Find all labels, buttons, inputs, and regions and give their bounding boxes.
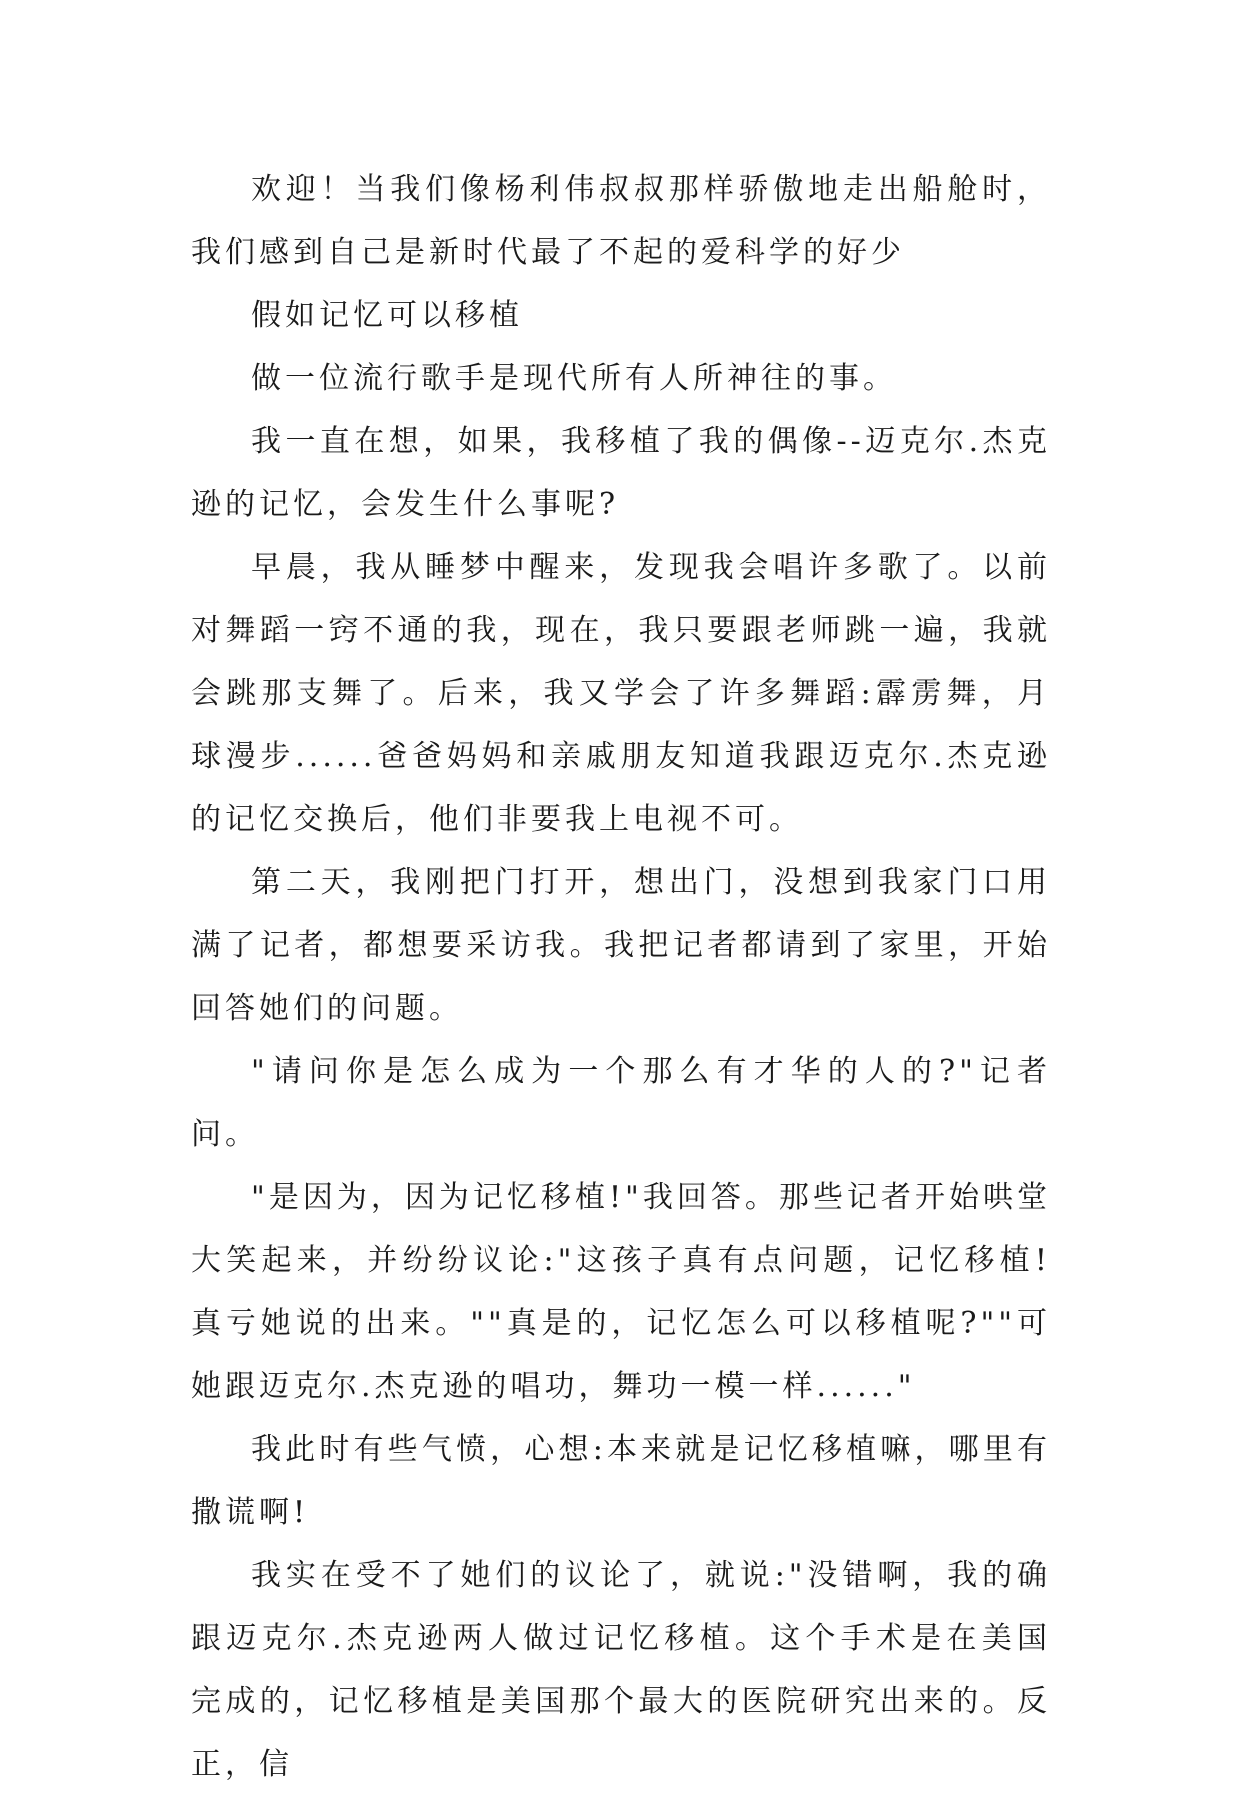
paragraph-morning: 早晨，我从睡梦中醒来，发现我会唱许多歌了。以前对舞蹈一窍不通的我，现在，我只要跟老师跳一遍，我就会跳那支舞了。后来，我又学会了许多舞蹈:霹雳舞，月球漫步......爸爸妈妈和亲戚朋友知道我跟迈克尔.杰克逊的记忆交换后，他们非要我上电视不可。 [191, 550, 1051, 837]
document-body [191, 158, 1051, 1796]
paragraph-wondering: 我一直在想，如果，我移植了我的偶像--迈克尔.杰克逊的记忆，会发生什么事呢? [191, 424, 1051, 522]
paragraph-reporter-question: "请问你是怎么成为一个那么有才华的人的?"记者问。 [191, 1054, 1051, 1152]
paragraph-answer: "是因为，因为记忆移植!"我回答。那些记者开始哄堂大笑起来，并纷纷议论:"这孩子真有点问题，记忆移植!真亏她说的出来。""真是的，记忆怎么可以移植呢?""可她跟迈克尔.杰克逊的唱功，舞功一模一样......" [191, 1180, 1051, 1404]
paragraph-explanation: 我实在受不了她们的议论了，就说:"没错啊，我的确跟迈克尔.杰克逊两人做过记忆移植。这个手术是在美国完成的，记忆移植是美国那个最大的医院研究出来的。反正，信 [191, 1558, 1051, 1782]
paragraph-welcome: 欢迎！当我们像杨利伟叔叔那样骄傲地走出船舱时，我们感到自己是新时代最了不起的爱科学的好少 [191, 172, 1051, 270]
paragraph-title: 假如记忆可以移植 [251, 298, 523, 333]
paragraph-next-day: 第二天，我刚把门打开，想出门，没想到我家门口用满了记者，都想要采访我。我把记者都请到了家里，开始回答她们的问题。 [191, 865, 1051, 1026]
paragraph-pop-singer: 做一位流行歌手是现代所有人所神往的事。 [251, 361, 897, 396]
paragraph-angry: 我此时有些气愤，心想:本来就是记忆移植嘛，哪里有撒谎啊! [191, 1432, 1051, 1530]
